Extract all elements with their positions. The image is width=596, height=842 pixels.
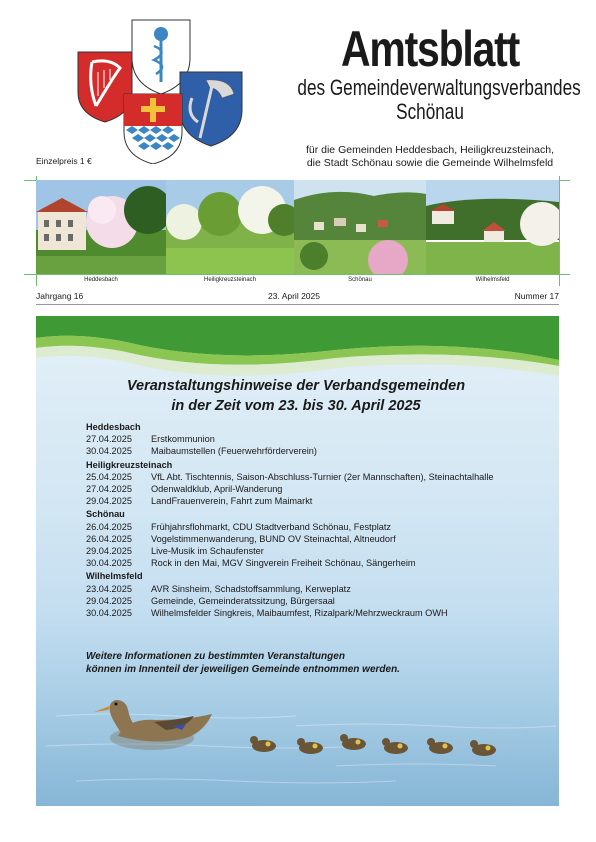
event-row (86, 595, 556, 607)
headline-line-2: in der Zeit vom 23. bis 30. April 2025 (171, 398, 421, 414)
event-row (86, 445, 556, 457)
event-date: 25.04.2025 (86, 471, 132, 482)
event-row (86, 545, 556, 557)
town-heading: Heiligkreuzsteinach (86, 459, 173, 470)
town-heading: Wilhelmsfeld (86, 571, 143, 582)
subtitle-line-1: des Gemeindeverwaltungsverbandes (297, 75, 581, 100)
event-row (86, 471, 556, 483)
event-row (86, 607, 556, 619)
event-text: Odenwaldklub, April-Wanderung (151, 484, 283, 495)
photo-captions (36, 275, 559, 285)
event-text: Wilhelmsfelder Singkreis, Maibaumfest, Rizalpark/Mehrzweckraum OWH (151, 608, 448, 619)
event-date: 29.04.2025 (86, 546, 132, 557)
event-date: 27.04.2025 (86, 434, 132, 445)
photo-heddesbach (36, 180, 166, 274)
event-date: 23.04.2025 (86, 583, 132, 594)
event-row (86, 483, 556, 495)
event-date: 30.04.2025 (86, 608, 132, 619)
photo-wilhelmsfeld (426, 180, 559, 274)
event-text: Gemeinde, Gemeinderatssitzung, Bürgersaal (151, 595, 335, 606)
masthead (297, 21, 581, 124)
issue-divider (36, 304, 559, 305)
town-heading: Heddesbach (86, 422, 141, 432)
event-text: Live-Musik im Schaufenster (151, 546, 264, 557)
event-date: 29.04.2025 (86, 496, 132, 507)
event-text: Frühjahrsflohmarkt, CDU Stadtverband Schönau, Festplatz (151, 521, 392, 532)
event-date: 27.04.2025 (86, 484, 132, 495)
subtitle-line-2: Schönau (396, 99, 464, 124)
event-row (86, 557, 556, 569)
poster-headline (76, 376, 516, 416)
municipal-crests (74, 14, 250, 164)
event-date: 30.04.2025 (86, 446, 132, 457)
description-line-2: die Stadt Schönau sowie die Gemeinde Wilhelmsfeld (306, 156, 554, 169)
event-date: 26.04.2025 (86, 521, 132, 532)
caption-schoenau: Schönau (348, 277, 372, 283)
event-row (86, 533, 556, 545)
page-title: Amtsblatt (340, 21, 519, 77)
event-text: AVR Sinsheim, Schadstoffsammlung, Kerweplatz (151, 583, 351, 594)
photo-heiligkreuzsteinach (166, 180, 294, 274)
issue-date: 23. April 2025 (268, 291, 320, 301)
issue-info (36, 291, 559, 305)
event-date: 30.04.2025 (86, 558, 132, 569)
event-text: Vogelstimmenwanderung, BUND OV Steinachtal, Altneudorf (151, 533, 396, 544)
cross-crest-icon (124, 94, 182, 164)
footnote-line-2: können im Innenteil der jeweiligen Gemeinde entnommen werden. (86, 664, 400, 675)
event-text: Maibaumstellen (Feuerwehrförderverein) (151, 446, 317, 457)
event-row (86, 433, 556, 445)
event-row (86, 495, 556, 507)
single-price: Einzelpreis 1 € (36, 156, 92, 166)
event-text: Rock in den Mai, MGV Singverein Freiheit Schönau, Sängerheim (151, 558, 416, 569)
footnote-line-1: Weitere Informationen zu bestimmten Veranstaltungen (86, 651, 345, 662)
event-date: 29.04.2025 (86, 595, 132, 606)
event-text: LandFrauenverein, Fahrt zum Maimarkt (151, 496, 313, 507)
event-text: VfL Abt. Tischtennis, Saison-Abschluss-Turnier (2er Mannschaften), Steinachtalhalle (151, 471, 494, 482)
event-text: Erstkommunion (151, 434, 215, 445)
strip-rule-right (559, 176, 560, 286)
village-photo-strip (36, 180, 559, 274)
poster-footnote (86, 650, 546, 676)
caption-wilhelmsfeld: Wilhelmsfeld (475, 277, 510, 283)
event-row (86, 583, 556, 595)
poster-content (36, 316, 559, 806)
axe-crest-icon (180, 72, 242, 146)
event-list (86, 420, 556, 619)
description-line-1: für die Gemeinden Heddesbach, Heiligkreuzsteinach, (305, 144, 555, 156)
issue-volume: Jahrgang 16 (36, 291, 84, 301)
headline-line-1: Veranstaltungshinweise der Verbandsgemeinden (126, 378, 466, 394)
photo-schoenau (294, 180, 426, 274)
caption-heiligkreuzsteinach: Heiligkreuzsteinach (203, 277, 257, 283)
publication-description (282, 144, 578, 169)
event-date: 26.04.2025 (86, 533, 132, 544)
caption-heddesbach: Heddesbach (84, 277, 118, 283)
issue-number: Nummer 17 (514, 291, 559, 301)
town-heading: Schönau (86, 509, 125, 520)
event-row (86, 521, 556, 533)
event-poster (36, 316, 559, 806)
